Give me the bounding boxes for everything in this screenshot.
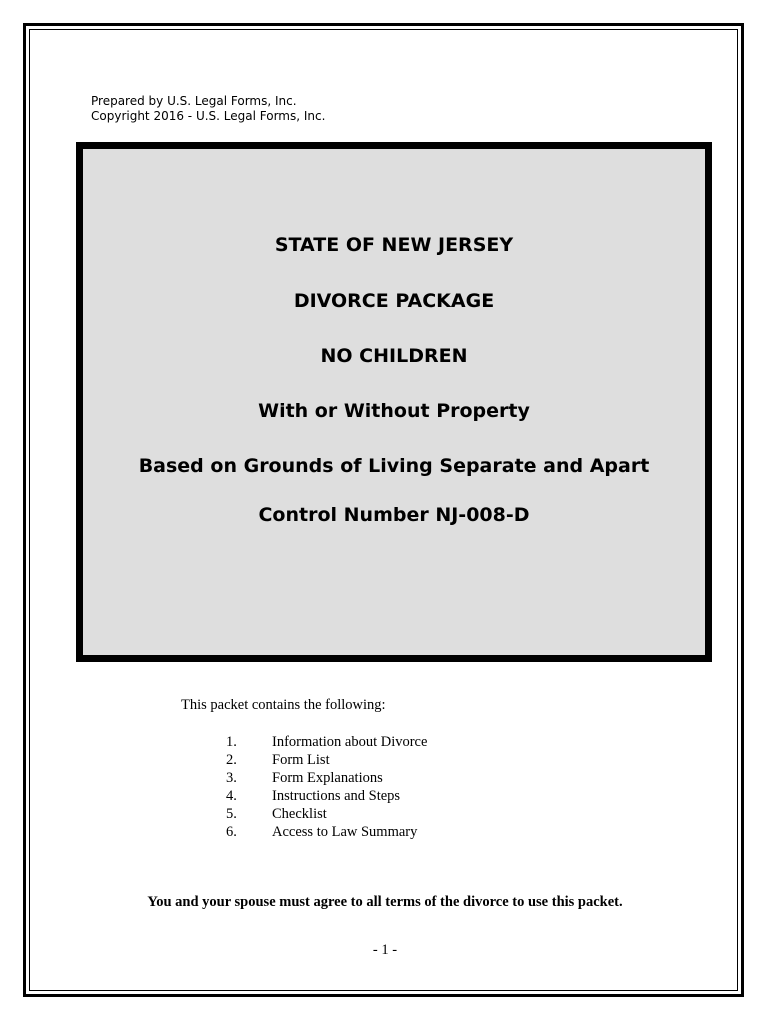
list-item — [226, 733, 427, 751]
list-item-number: 3. — [226, 770, 237, 786]
contents-list — [226, 733, 427, 841]
list-item — [226, 823, 427, 841]
children-title: NO CHILDREN — [320, 345, 468, 367]
cover-title-box — [76, 142, 712, 662]
prepared-by-text: Prepared by U.S. Legal Forms, Inc. — [91, 94, 297, 108]
package-title: DIVORCE PACKAGE — [293, 290, 495, 312]
control-number-title: Control Number NJ-008-D — [258, 504, 530, 526]
contents-intro: This packet contains the following: — [181, 697, 386, 713]
list-item-label: Access to Law Summary — [272, 824, 418, 840]
copyright-text: Copyright 2016 - U.S. Legal Forms, Inc. — [91, 109, 326, 123]
list-item-number: 5. — [226, 806, 237, 822]
property-title: With or Without Property — [258, 400, 530, 422]
list-item-label: Checklist — [272, 806, 327, 822]
list-item-label: Instructions and Steps — [272, 788, 401, 804]
prepared-by-block — [91, 94, 325, 124]
list-item-number: 4. — [226, 788, 237, 804]
list-item-label: Information about Divorce — [272, 734, 428, 750]
list-item — [226, 769, 427, 787]
grounds-title: Based on Grounds of Living Separate and Apart — [138, 455, 650, 477]
list-item-number: 6. — [226, 824, 237, 840]
list-item-label: Form List — [272, 752, 330, 768]
list-item — [226, 751, 427, 769]
page-number: - 1 - — [372, 942, 398, 958]
list-item-number: 2. — [226, 752, 237, 768]
agreement-notice: You and your spouse must agree to all terms of the divorce to use this packet. — [147, 894, 623, 910]
list-item — [226, 805, 427, 823]
list-item-label: Form Explanations — [272, 770, 383, 786]
state-title: STATE OF NEW JERSEY — [274, 234, 514, 256]
list-item — [226, 787, 427, 805]
list-item-number: 1. — [226, 734, 237, 750]
